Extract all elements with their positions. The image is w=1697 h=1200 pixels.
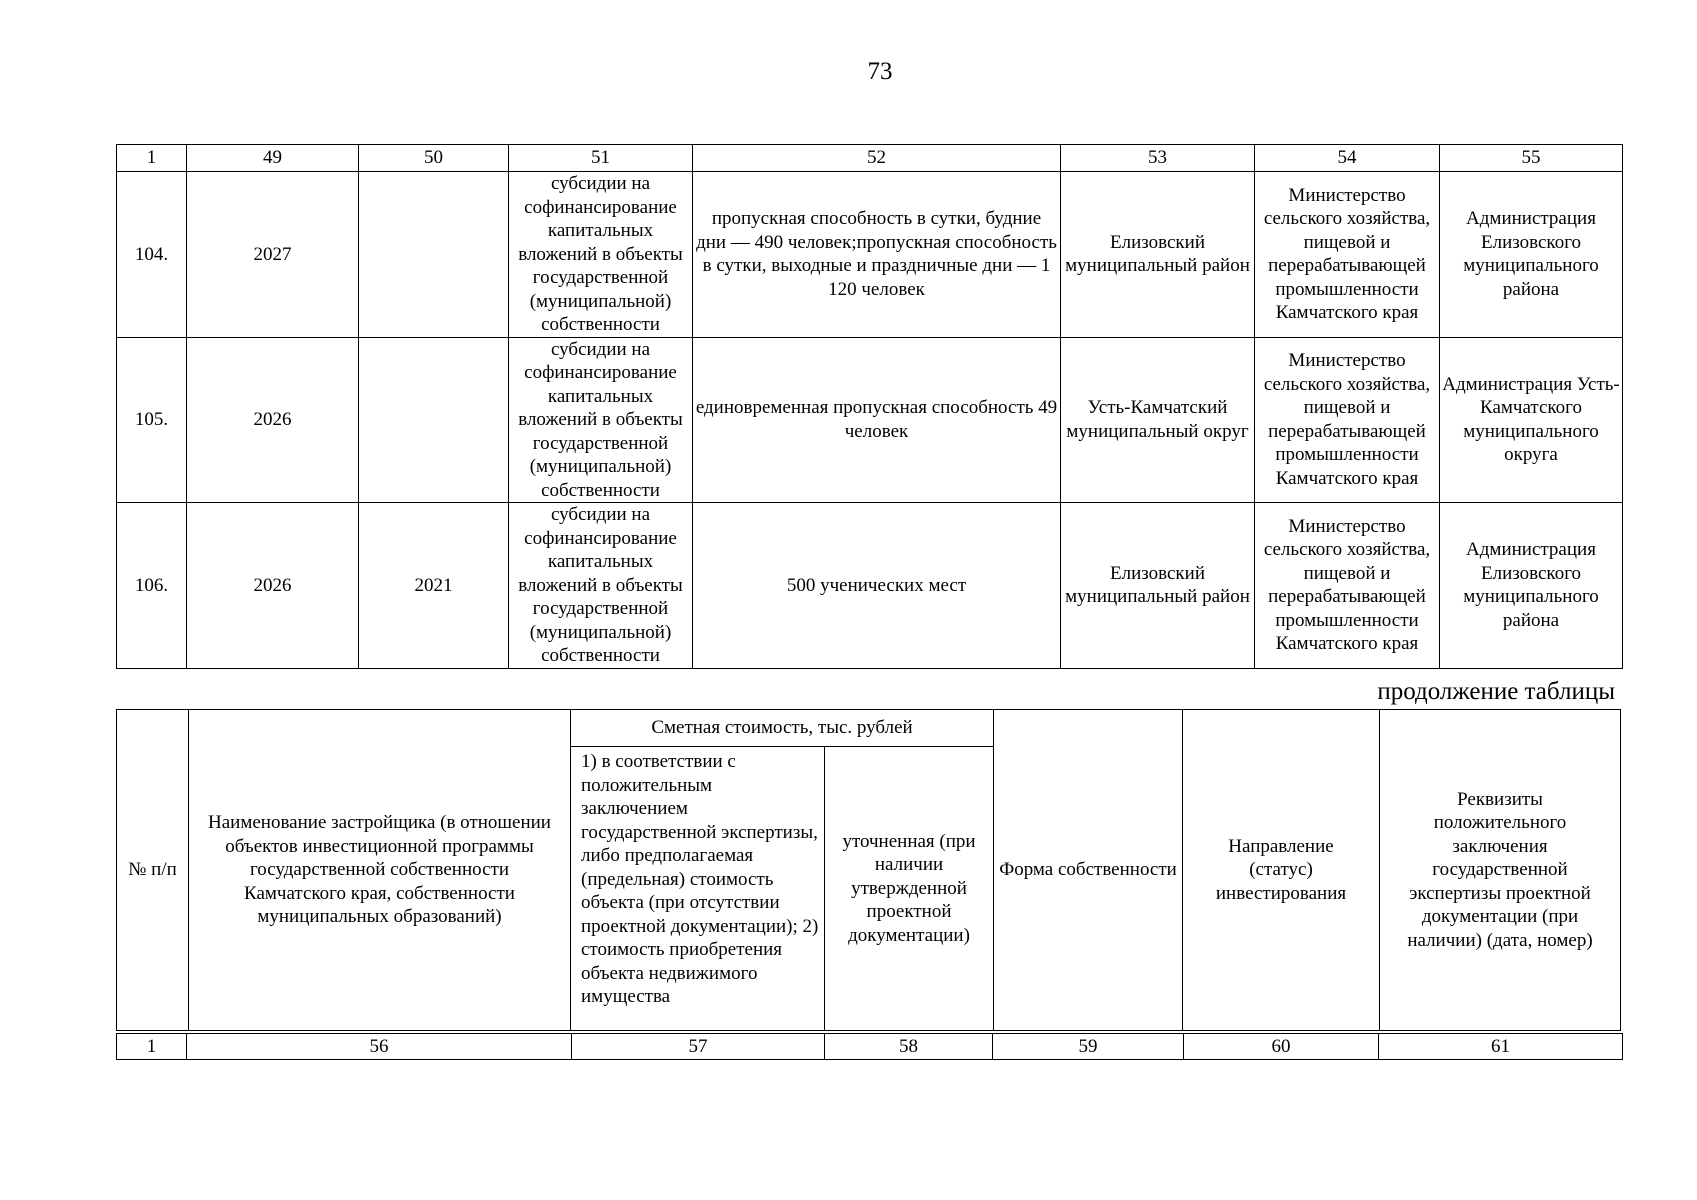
column-number: 59 (993, 1034, 1184, 1060)
header-cost-1: 1) в соответствии с положительным заключением государственной экспертизы, либо предполагаемая (предельная) стоимость объекта (при отсутствии проектной документации); 2) стоимость приобретения объекта недвижимого имущества (571, 747, 825, 1031)
table-cell: Администрация Усть-Камчатского муниципального округа (1440, 337, 1623, 503)
row-number-cell: 106. (117, 503, 187, 669)
table-cell: субсидии на софинансирование капитальных вложений в объекты государственной (муниципальной) собственности (509, 172, 693, 338)
column-number: 54 (1255, 145, 1440, 172)
table-cell: 2027 (187, 172, 359, 338)
table-cell: субсидии на софинансирование капитальных вложений в объекты государственной (муниципальной) собственности (509, 337, 693, 503)
table-row (117, 172, 1623, 338)
column-number: 61 (1379, 1034, 1623, 1060)
column-number: 1 (117, 1034, 187, 1060)
column-number: 58 (825, 1034, 993, 1060)
table-cell: Усть-Камчатский муниципальный округ (1061, 337, 1255, 503)
table-cell: 2021 (359, 503, 509, 669)
column-number-row (117, 145, 1623, 172)
column-number-row (117, 1034, 1623, 1060)
table-cell: Администрация Елизовского муниципального района (1440, 503, 1623, 669)
table-cell (359, 337, 509, 503)
column-number: 1 (117, 145, 187, 172)
header-cost-group: Сметная стоимость, тыс. рублей (571, 710, 994, 747)
header-details: Реквизиты положительного заключения государственной экспертизы проектной документации (при наличии) (дата, номер) (1380, 710, 1621, 1031)
header-direction: Направление (статус) инвестирования (1183, 710, 1380, 1031)
table-cell: субсидии на софинансирование капитальных вложений в объекты государственной (муниципальной) собственности (509, 503, 693, 669)
column-number: 49 (187, 145, 359, 172)
table-cell: Министерство сельского хозяйства, пищевой и перерабатывающей промышленности Камчатского края (1255, 337, 1440, 503)
continuation-label: продолжение таблицы (1377, 678, 1615, 705)
row-number-cell: 105. (117, 337, 187, 503)
column-number: 53 (1061, 145, 1255, 172)
table-row (117, 337, 1623, 503)
header-number: № п/п (117, 710, 189, 1031)
header-ownership: Форма собственности (994, 710, 1183, 1031)
table-cell: Министерство сельского хозяйства, пищевой и перерабатывающей промышленности Камчатского края (1255, 503, 1440, 669)
continuation-number-row-table (116, 1033, 1623, 1060)
column-number: 50 (359, 145, 509, 172)
table-cell: единовременная пропускная способность 49 человек (693, 337, 1061, 503)
table-cell: 2026 (187, 337, 359, 503)
column-number: 55 (1440, 145, 1623, 172)
table-cell: пропускная способность в сутки, будние дни — 490 человек;пропускная способность в сутки, выходные и праздничные дни — 1 120 человек (693, 172, 1061, 338)
table-cell: Елизовский муниципальный район (1061, 172, 1255, 338)
column-number: 52 (693, 145, 1061, 172)
row-number-cell: 104. (117, 172, 187, 338)
table-cell: 2026 (187, 503, 359, 669)
investment-objects-table (116, 144, 1623, 669)
header-cost-2: уточненная (при наличии утвержденной проектной документации) (825, 747, 994, 1031)
table-cell: 500 ученических мест (693, 503, 1061, 669)
table-cell: Елизовский муниципальный район (1061, 503, 1255, 669)
page-number: 73 (867, 58, 893, 85)
header-row (117, 710, 1621, 747)
column-number: 51 (509, 145, 693, 172)
table-cell (359, 172, 509, 338)
header-developer: Наименование застройщика (в отношении объектов инвестиционной программы государственной собственности Камчатского края, собственности муниципальных образований) (189, 710, 571, 1031)
column-number: 56 (187, 1034, 572, 1060)
table-cell: Администрация Елизовского муниципального района (1440, 172, 1623, 338)
table-cell: Министерство сельского хозяйства, пищевой и перерабатывающей промышленности Камчатского края (1255, 172, 1440, 338)
column-number: 57 (572, 1034, 825, 1060)
continuation-header-table (116, 709, 1621, 1031)
column-number: 60 (1184, 1034, 1379, 1060)
table-row (117, 503, 1623, 669)
